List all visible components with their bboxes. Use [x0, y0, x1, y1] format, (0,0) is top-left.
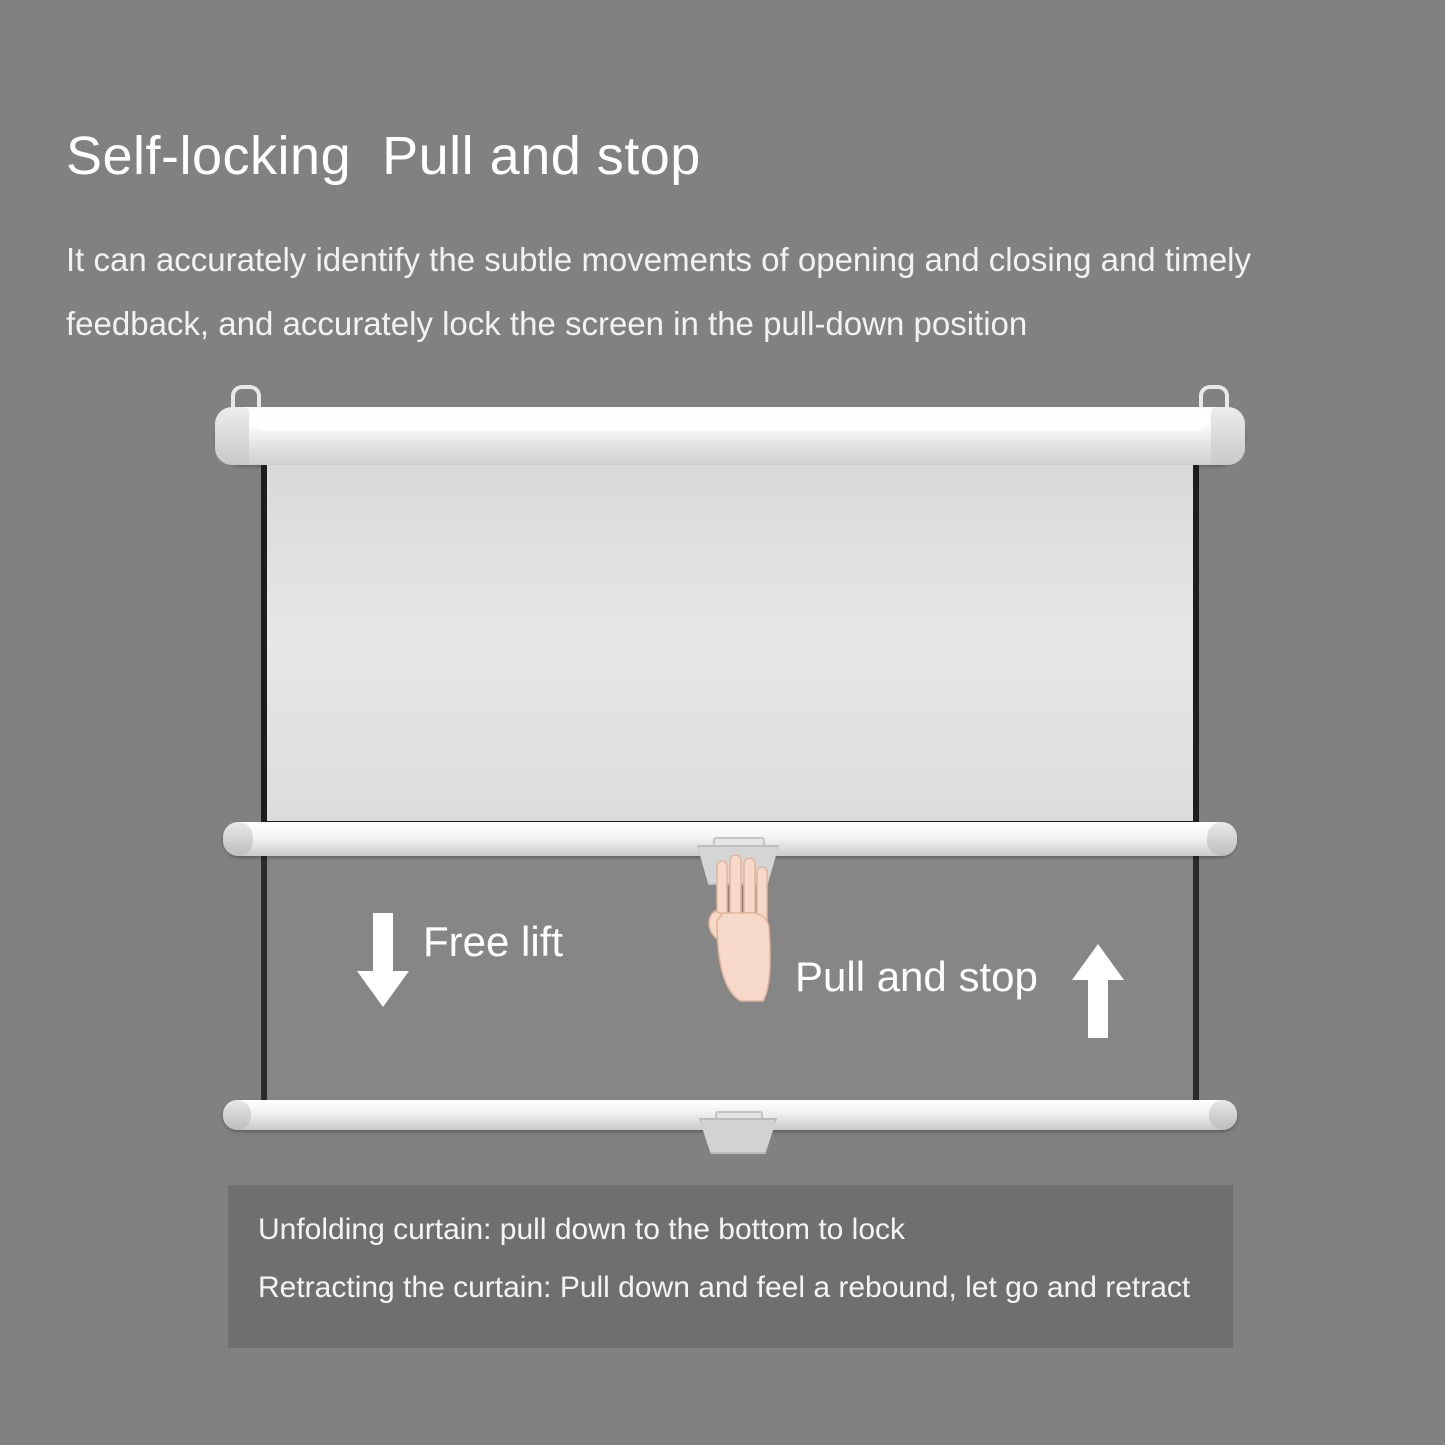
casing-end-cap-right — [1211, 407, 1245, 465]
screen-top-casing — [215, 407, 1245, 465]
caption-panel — [228, 1185, 1233, 1348]
arrow-down-icon — [355, 913, 411, 1009]
bottom-bar-cap-left — [223, 1100, 251, 1130]
casing-end-cap-left — [215, 407, 249, 465]
hand-icon — [705, 855, 785, 1005]
projection-surface-fill — [267, 465, 1193, 821]
label-free-lift: Free lift — [423, 918, 564, 965]
bottom-bar-cap-right — [1209, 1100, 1237, 1130]
pull-bar-cap-left — [223, 822, 253, 856]
bottom-handle — [699, 1118, 777, 1154]
caption-line-1: Unfolding curtain: pull down to the bottom to lock — [258, 1213, 906, 1246]
page-title: Self-locking Pull and stop — [66, 126, 701, 186]
label-pull-and-stop: Pull and stop — [795, 953, 1038, 1000]
page-description: It can accurately identify the subtle movements of opening and closing and timely feedback, and accurately lock the screen in the pull-down position — [66, 241, 1252, 342]
arrow-up-icon — [1070, 942, 1126, 1038]
projection-surface — [261, 465, 1199, 827]
projector-screen-illustration — [215, 385, 1245, 1155]
pull-bar-cap-right — [1207, 822, 1237, 856]
caption-line-2: Retracting the curtain: Pull down and feel a rebound, let go and retract — [258, 1271, 1191, 1304]
